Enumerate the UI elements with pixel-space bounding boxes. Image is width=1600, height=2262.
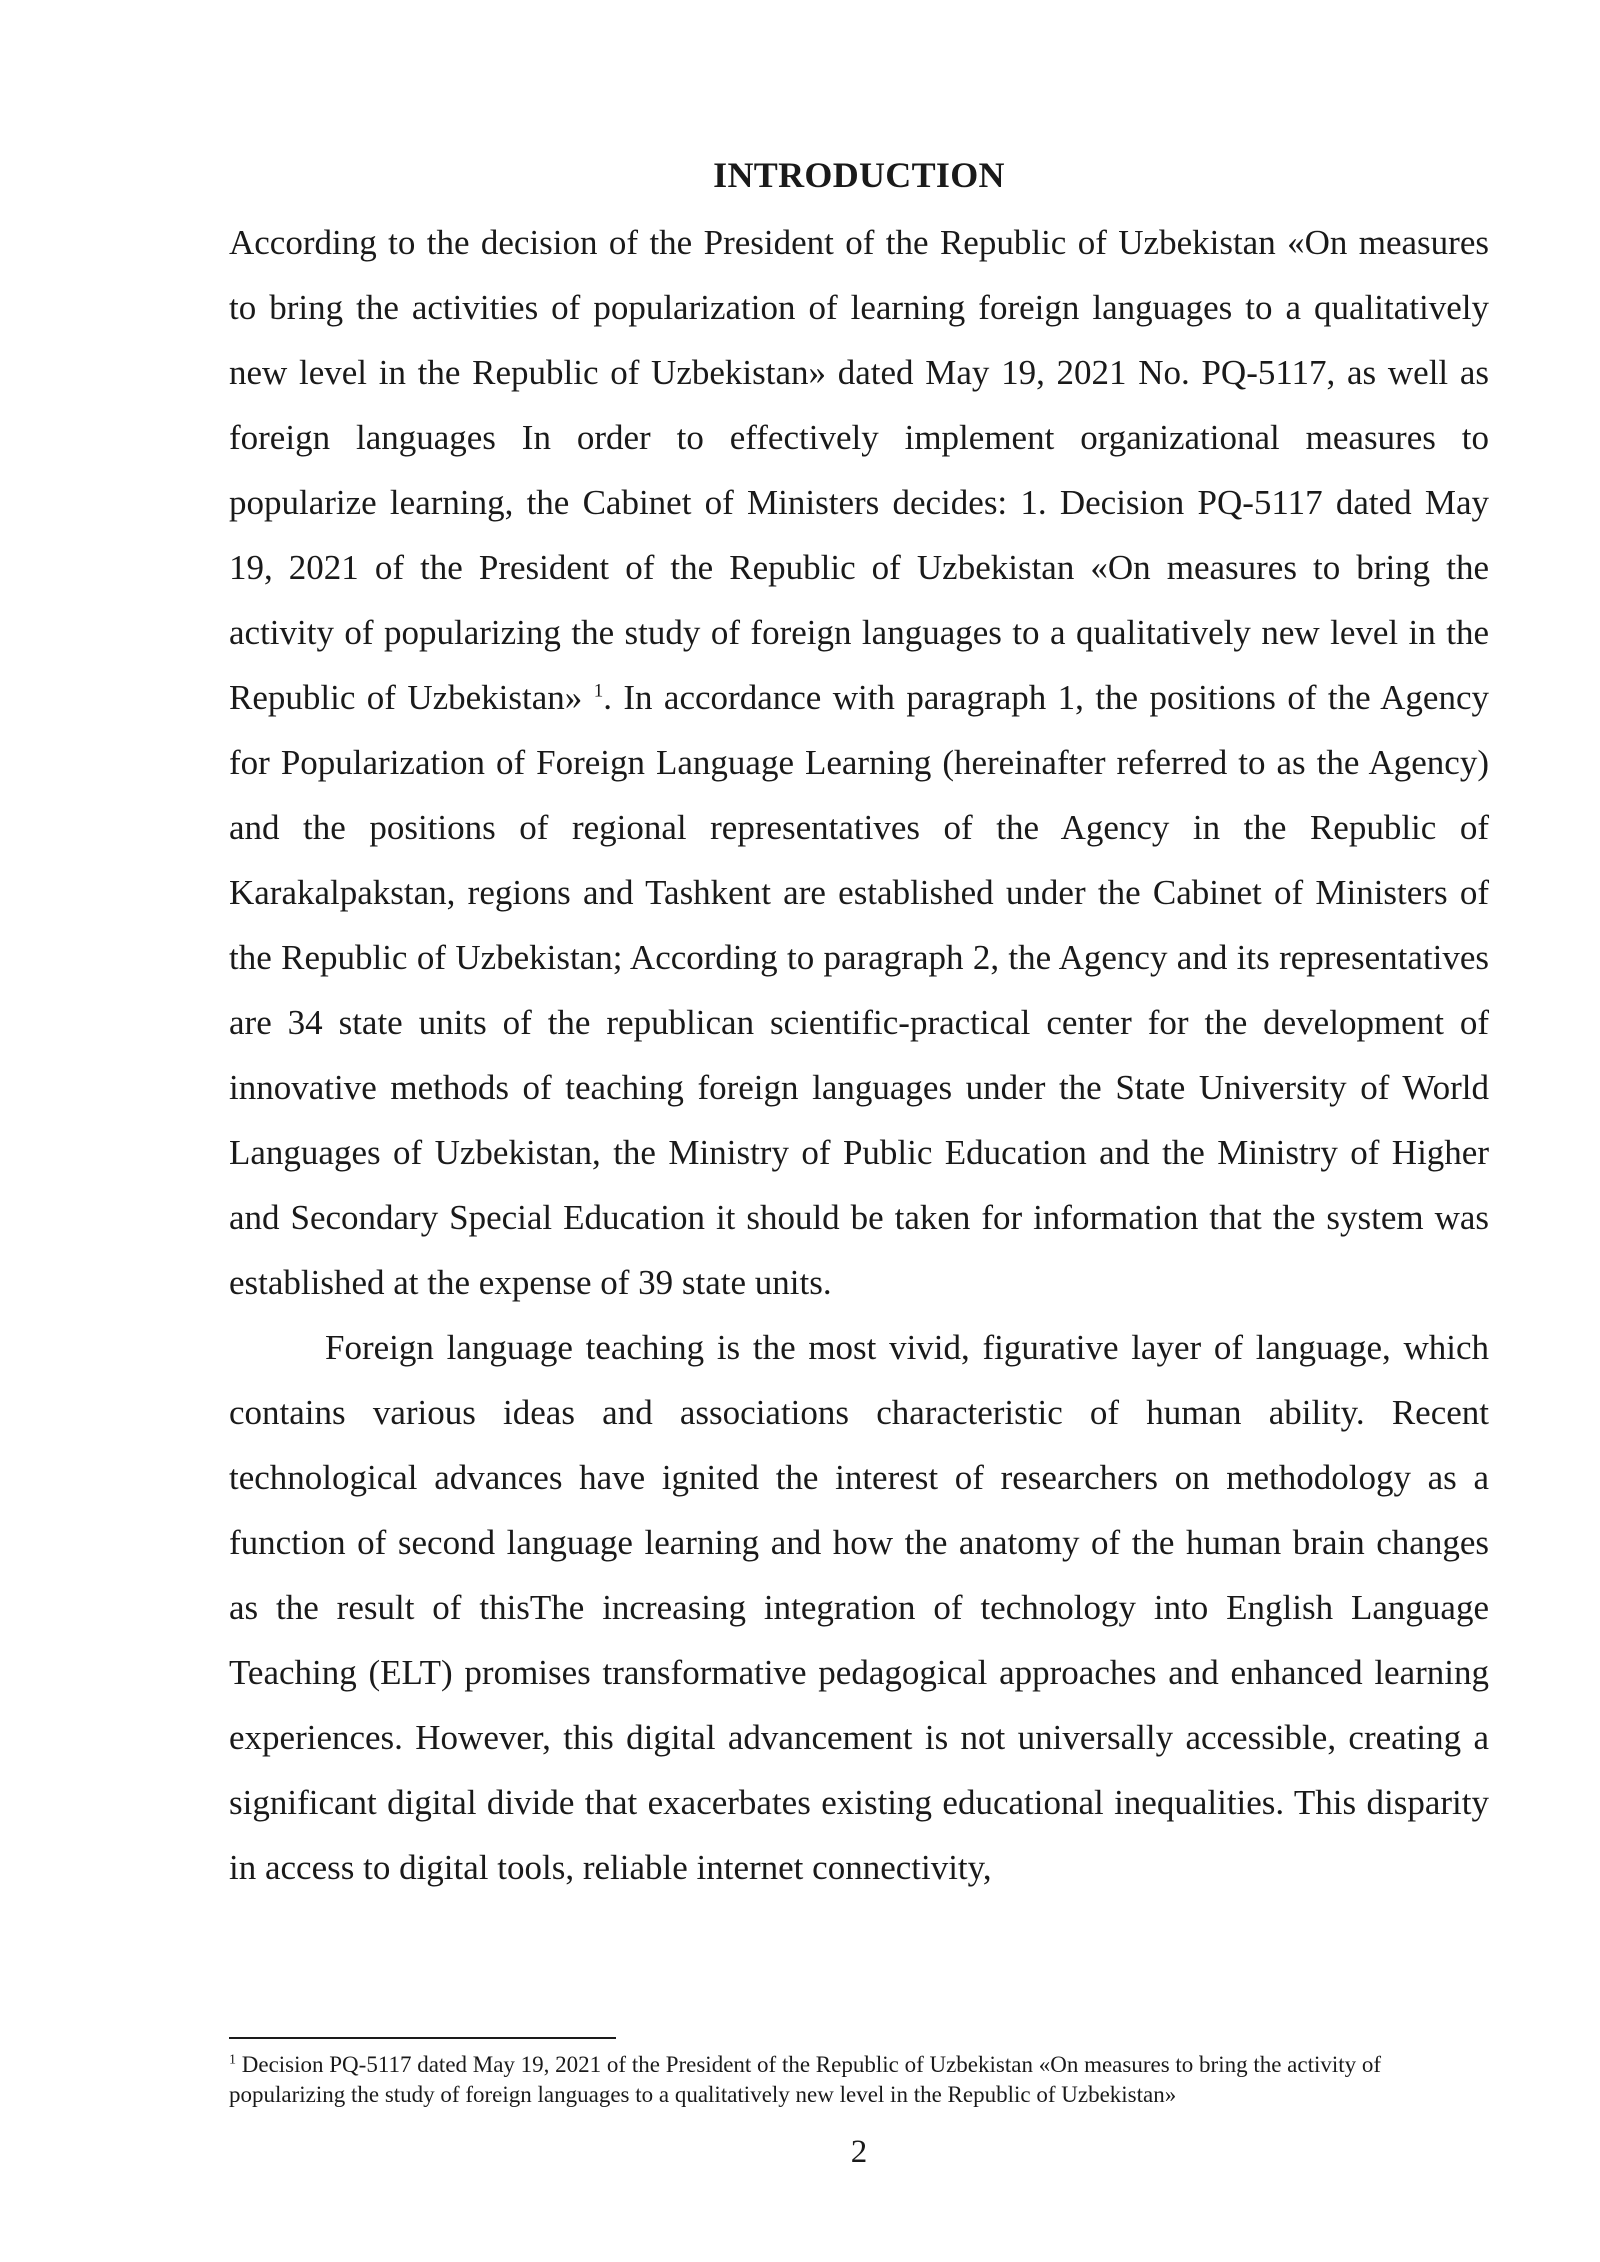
section-heading: INTRODUCTION	[713, 155, 1005, 195]
paragraph-1-part-1: According to the decision of the President of the Republic of Uzbekistan «On measures to bring the activities of popularization of learning foreign languages to a qualitatively new level in the Republic of Uzbekistan» dated May 19, 2021 No. PQ-5117, as well as foreign languages In order to effectively implement organizational measures to popularize learning, the Cabinet of Ministers decides: 1. Decision PQ-5117 dated May 19, 2021 of the President of the Republic of Uzbekistan «On measures to bring the activity of popularizing the study of foreign languages to a qualitatively new level in the Republic of Uzbekistan»	[229, 223, 1489, 717]
footnote-reference[interactable]: 1	[593, 680, 604, 702]
footnote	[229, 2050, 1489, 2110]
footnote-separator	[229, 2037, 616, 2039]
page-number: 2	[850, 2134, 868, 2170]
paragraph-1	[229, 210, 1489, 1315]
paragraph-1-part-2: . In accordance with paragraph 1, the positions of the Agency for Popularization of Foreign Language Learning (hereinafter referred to as the Agency) and the positions of regional representatives of the Agency in the Republic of Karakalpakstan, regions and Tashkent are established under the Cabinet of Ministers of the Republic of Uzbekistan; According to paragraph 2, the Agency and its representatives are 34 state units of the republican scientific-practical center for the development of innovative methods of teaching foreign languages under the State University of World Languages of Uzbekistan, the Ministry of Public Education and the Ministry of Higher and Secondary Special Education it should be taken for information that the system was established at the expense of 39 state units.	[229, 678, 1489, 1302]
footnote-number: 1	[229, 2052, 236, 2068]
paragraph-2: Foreign language teaching is the most vivid, figurative layer of language, which contains various ideas and associations characteristic of human ability. Recent technological advances have ignited the interest of researchers on methodology as a function of second language learning and how the anatomy of the human brain changes as the result of thisThe increasing integration of technology into English Language Teaching (ELT) promises transformative pedagogical approaches and enhanced learning experiences. However, this digital advancement is not universally accessible, creating a significant digital divide that exacerbates existing educational inequalities. This disparity in access to digital tools, reliable internet connectivity,	[229, 1328, 1489, 1887]
footnote-text: Decision PQ-5117 dated May 19, 2021 of the President of the Republic of Uzbekistan «On measures to bring the activity of popularizing the study of foreign languages to a qualitatively new level in the Republic of Uzbekistan»	[229, 2052, 1382, 2107]
body-text	[229, 210, 1489, 1900]
